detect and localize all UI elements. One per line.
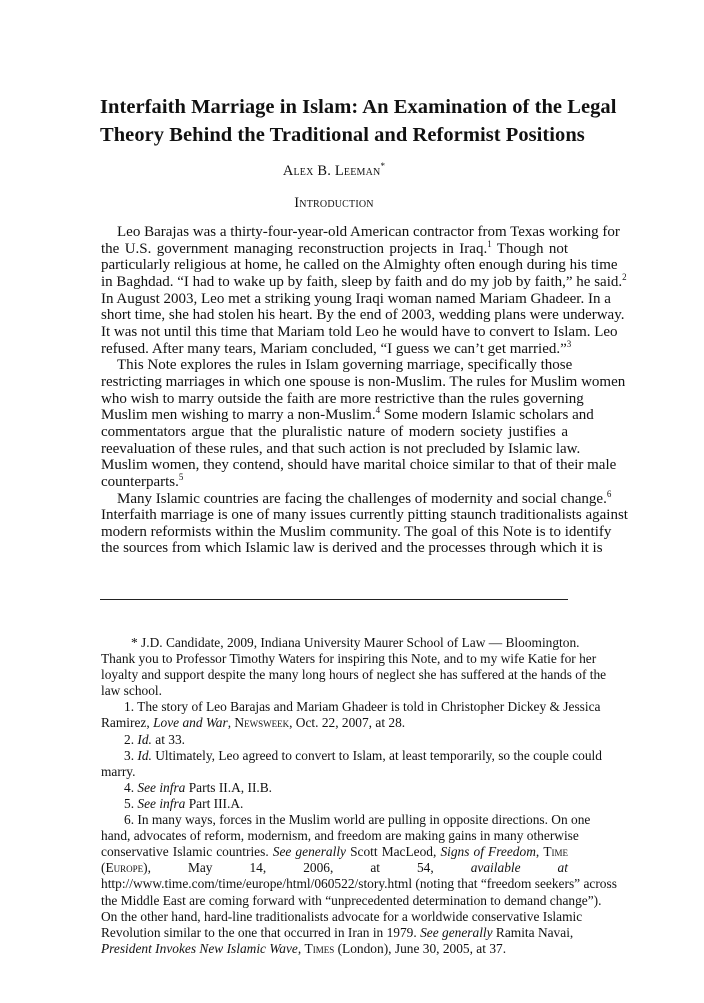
footnote-2: 2. Id. at 33.: [124, 731, 186, 747]
body-line: commentators argue that the pluralistic nature of modern society justifies a: [101, 423, 568, 440]
footnote-1: 1. The story of Leo Barajas and Mariam Ghadeer is told in Christopher Dickey & Jessica: [124, 699, 601, 715]
footnote-line: conservative Islamic countries. See generally Scott MacLeod, Signs of Freedom, Time: [101, 844, 568, 860]
body-line: It was not until this time that Mariam told Leo he would have to convert to Islam. Leo: [101, 323, 618, 340]
body-line: reevaluation of these rules, and that such action is not precluded by Islamic law.: [101, 440, 581, 457]
body-line: short time, she had stolen his heart. By the end of 2003, wedding plans were underway.: [101, 307, 625, 324]
footnote-separator: [100, 599, 568, 600]
footnote-line: law school.: [101, 683, 162, 699]
body-line: counterparts.$^5$: [101, 471, 184, 490]
footnote-line: Revolution similar to the one that occurred in Iran in 1979. See generally Ramita Navai,: [101, 924, 574, 940]
footnote-line: hand, advocates of reform, modernism, and freedom are making gains in many otherwise: [101, 828, 579, 844]
footnote-url-line: http://www.time.com/time/europe/html/060522/story.html (noting that “freedom seekers” across: [101, 876, 617, 892]
author-name: Alex B. Leeman: [282, 163, 381, 179]
footnote-ref: 1: [487, 238, 492, 249]
footnote-ref: 2: [622, 271, 627, 282]
footnote-ref: 3: [566, 338, 572, 349]
footnote-line: (Europe), May 14, 2006, at 54, available at: [101, 860, 568, 876]
body-line: restricting marriages in which one spouse is non-Muslim. The rules for Muslim women: [101, 373, 626, 390]
body-line: refused. After many tears, Mariam concluded, “I guess we can’t get married.”$^3$: [101, 338, 572, 357]
body-line: This Note explores the rules in Islam governing marriage, specifically those: [117, 357, 573, 374]
body-line: in Baghdad. “I had to wake up by faith, sleep by faith and do my job by faith,” he said.$^2$: [101, 271, 627, 290]
article-title: [100, 93, 617, 149]
footnote-6: 6. In many ways, forces in the Muslim world are pulling in opposite directions. On one: [124, 812, 591, 828]
footnote-4: 4. See infra Parts II.A, II.B.: [124, 779, 273, 795]
body-line: Muslim women, they contend, should have marital choice similar to that of their male: [101, 457, 617, 474]
footnote-line: marry.: [101, 763, 136, 779]
body-line: Interfaith marriage is one of many issues currently pitting staunch traditionalists against: [101, 507, 628, 524]
footnote-5: 5. See infra Part III.A.: [124, 795, 244, 811]
body-line: In August 2003, Leo met a striking young Iraqi woman named Mariam Ghadeer. In a: [101, 290, 611, 307]
body-line: Many Islamic countries are facing the challenges of modernity and social change.$^6$: [117, 488, 612, 507]
footnote-line: Ramirez, Love and War, Newsweek, Oct. 22, 2007, at 28.: [101, 715, 406, 731]
footnote-ref: 5: [178, 471, 184, 482]
footnote-line: * J.D. Candidate, 2009, Indiana University Maurer School of Law — Bloomington.: [131, 635, 580, 650]
body-line: the sources from which Islamic law is derived and the processes through which it is: [101, 540, 603, 557]
body-text: [101, 224, 628, 557]
footnote-3: 3. Id. Ultimately, Leo agreed to convert to Islam, at least temporarily, so the couple could: [124, 747, 602, 763]
body-line: Muslim men wishing to marry a non-Muslim.$^4$ Some modern Islamic scholars and: [101, 405, 594, 424]
footnote-line: the Middle East are coming forward with “unprecedented determination to demand change”).: [101, 892, 602, 908]
body-line: the U.S. government managing reconstruction projects in Iraq.$^1$ Though not: [101, 238, 568, 257]
footnote-ref: 6: [606, 488, 612, 499]
footnote-line: Thank you to Professor Timothy Waters for inspiring this Note, and to my wife Katie for her: [101, 651, 597, 667]
title-line: Interfaith Marriage in Islam: An Examination of the Legal: [100, 96, 617, 118]
author-byline: [100, 163, 568, 180]
footnote-ref: 4: [375, 405, 381, 416]
body-line: modern reformists within the Muslim community. The goal of this Note is to identify: [101, 523, 612, 540]
author-footnote-mark: *: [380, 161, 386, 171]
title-line: Theory Behind the Traditional and Reformist Positions: [100, 124, 585, 146]
footnotes: [101, 635, 617, 957]
footnote-line: President Invokes New Islamic Wave, Times (London), June 30, 2005, at 37.: [101, 940, 507, 956]
body-line: who wish to marry outside the faith are more restrictive than the rules governing: [101, 390, 584, 407]
footnote-line: loyalty and support despite the many long hours of neglect she has suffered at the hands of the: [101, 667, 607, 683]
footnote-line: On the other hand, hard-line traditionalists advocate for a worldwide conservative Islamic: [101, 908, 583, 924]
body-line: Leo Barajas was a thirty-four-year-old American contractor from Texas working for: [117, 224, 620, 240]
section-heading: Introduction: [294, 195, 374, 211]
body-line: particularly religious at home, he called on the Almighty often enough during his time: [101, 257, 618, 274]
